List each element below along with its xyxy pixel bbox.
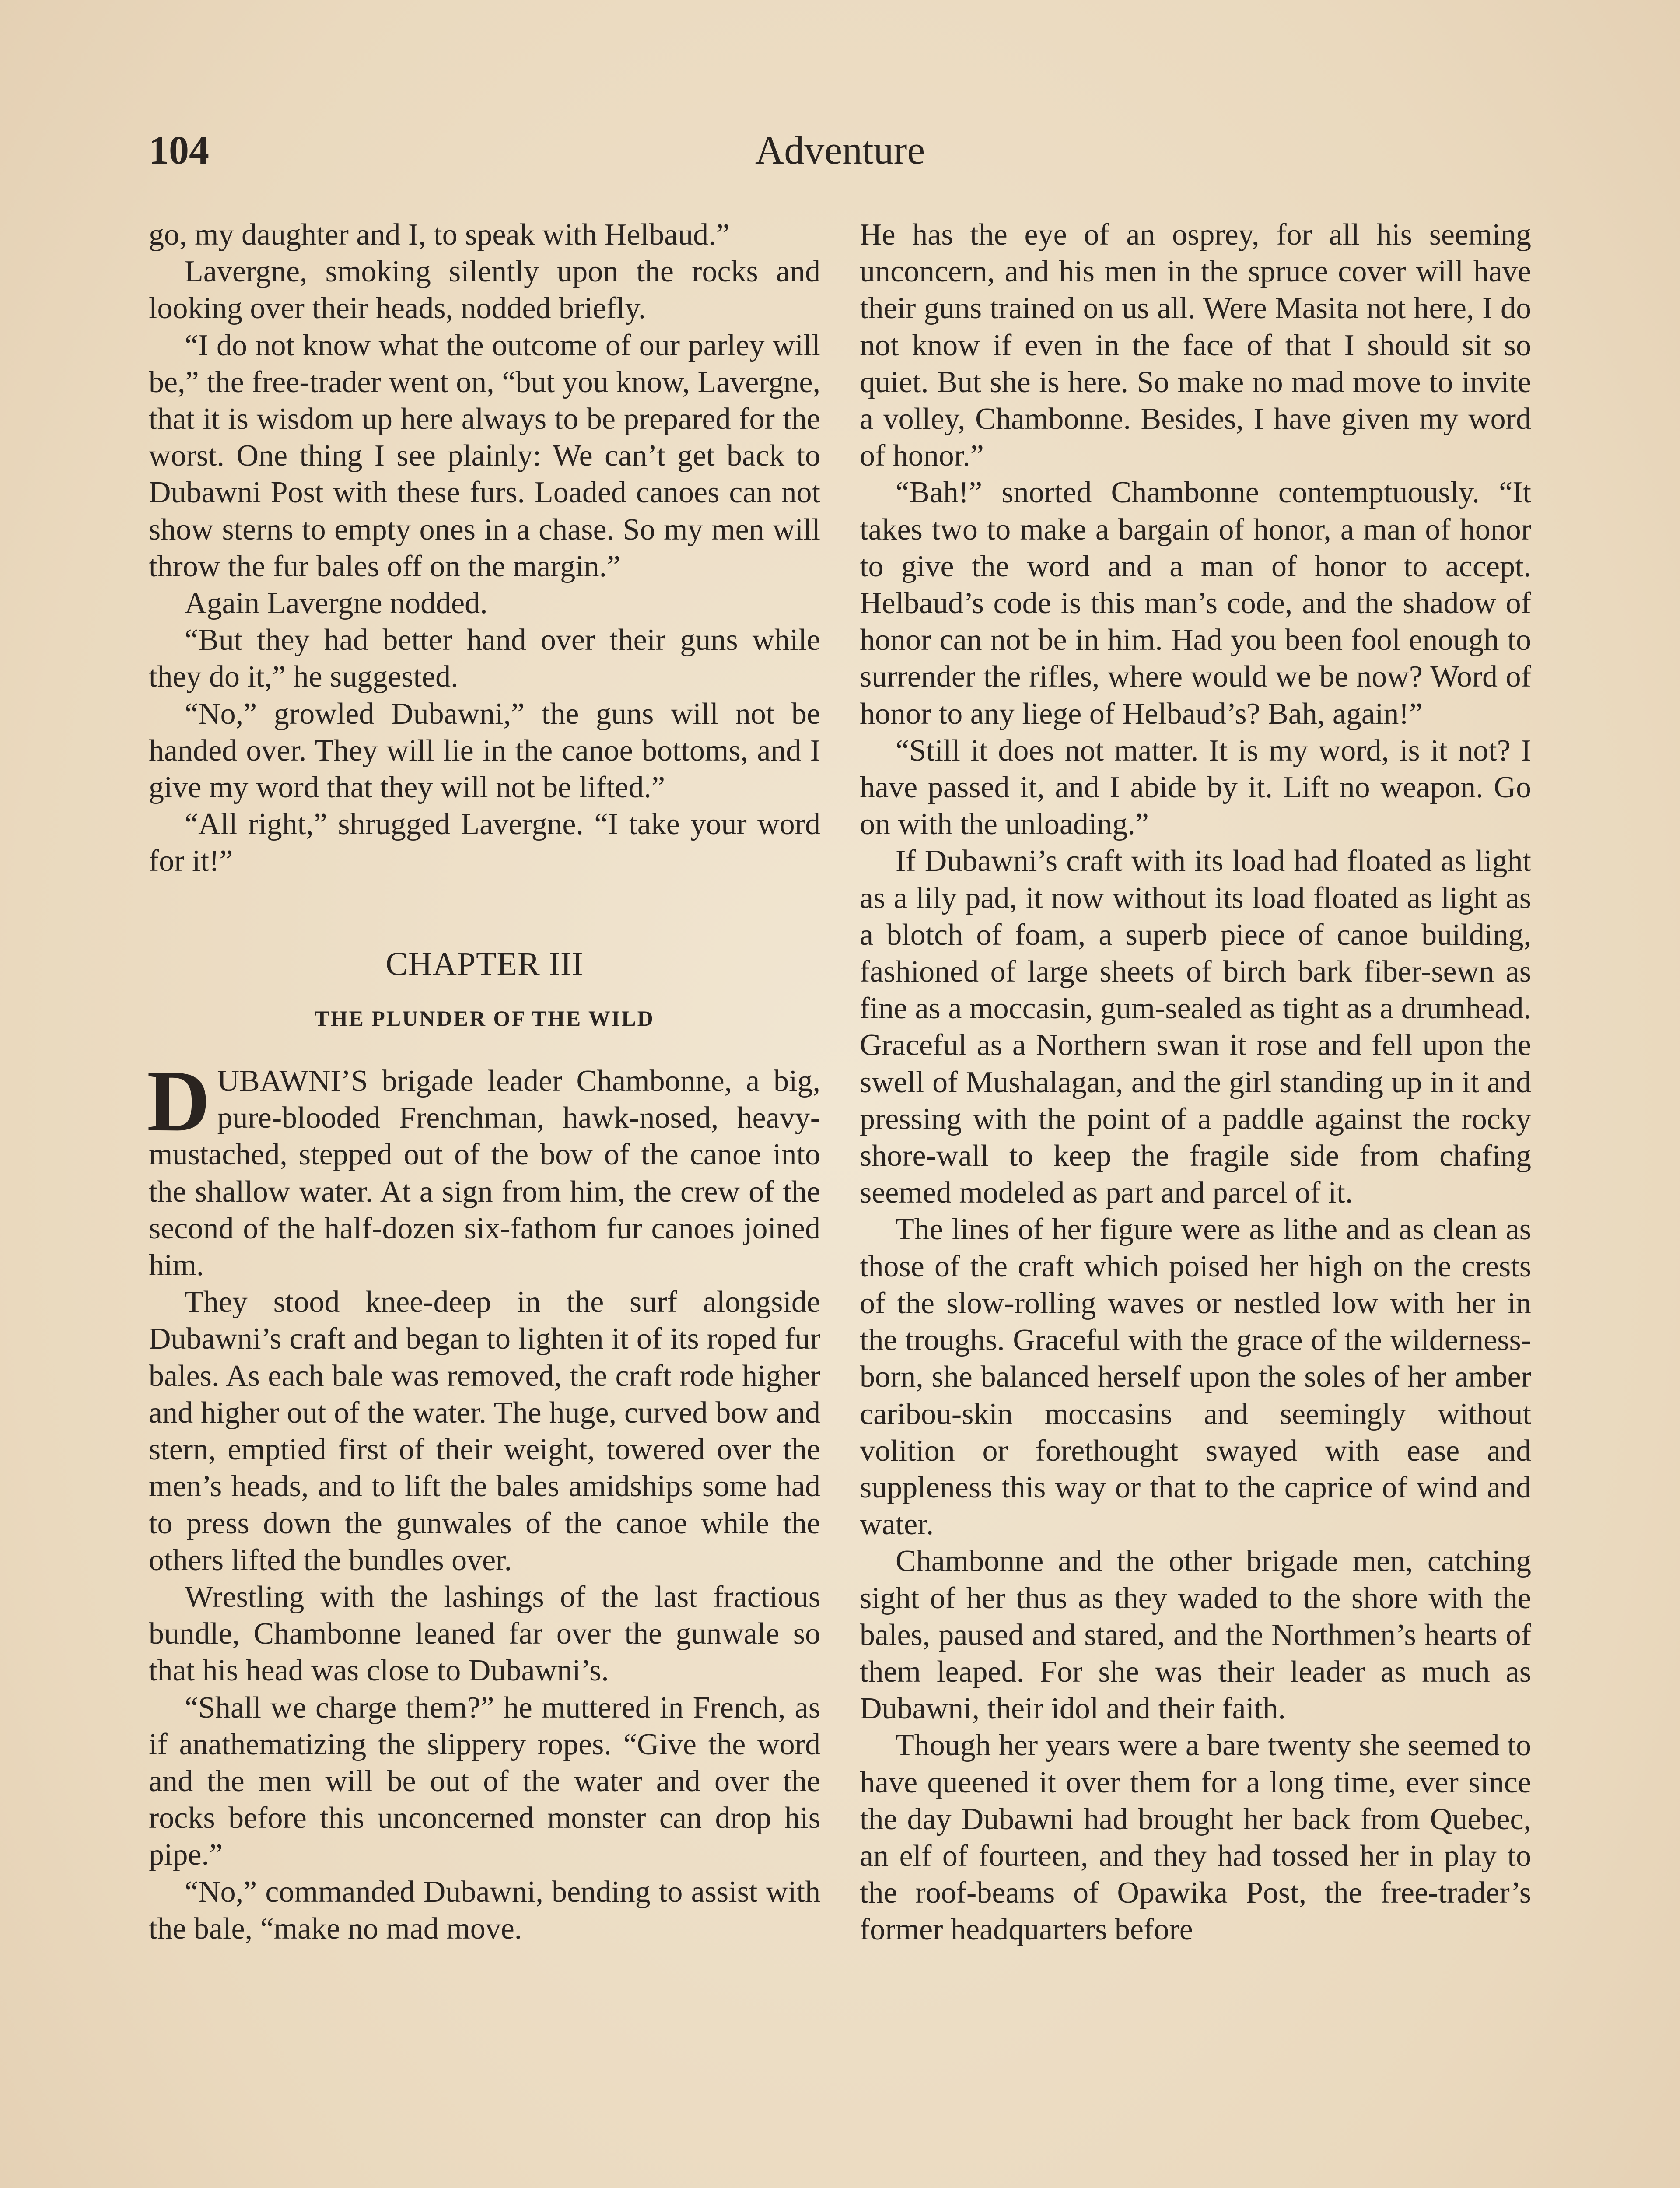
running-head <box>149 127 1531 188</box>
paragraph: “Still it does not matter. It is my word, is it not? I have passed it, and I abide by it. Lift no weapon. Go on with the unloading.” <box>860 733 1531 842</box>
paragraph: Chambonne and the other brigade men, catching sight of her thus as they waded to the shore with the bales, paused and stared, and the Northmen’s hearts of them leaped. For she was their leader as much as Dubawni, their idol and their faith. <box>860 1544 1531 1726</box>
paragraph: “No,” growled Dubawni,” the guns will not be handed over. They will lie in the canoe bottoms, and I give my word that they will not be lifted.” <box>149 697 820 805</box>
paragraph: “I do not know what the outcome of our parley will be,” the free-trader went on, “but you know, Lavergne, that it is wisdom up here always to be prepared for the worst. One thing I see plainly: We can’t get back to Dubawni Post with these furs. Loaded canoes can not show sterns to empty ones in a chase. So my men will throw the fur bales off on the margin.” <box>149 328 820 583</box>
paragraph: “But they had better hand over their guns while they do it,” he suggested. <box>149 623 820 694</box>
paragraph: Lavergne, smoking silently upon the rocks and looking over their heads, nodded briefly. <box>149 255 820 326</box>
chapter-subtitle: THE PLUNDER OF THE WILD <box>315 1006 654 1031</box>
right-column <box>860 217 1531 1949</box>
paragraph: “Bah!” snorted Chambonne contemptuously. “It takes two to make a bargain of honor, a man of honor to give the word and a man of honor to accept. Helbaud’s code is this man’s code, and the shadow of honor can not be in him. Had you been fool enough to surrender the rifles, where would we be now? Word of honor to any liege of Helbaud’s? Bah, again!” <box>860 476 1531 731</box>
chapter-first-paragraph <box>147 1053 820 1284</box>
first-paragraph-text: UBAWNI’S brigade leader Chambonne, a big, pure-blooded Frenchman, hawk-nosed, heavy-mustached, stepped out of the bow of the canoe into the shallow water. At a sign from him, the crew of the second of the half-dozen six-fathom fur canoes joined him. <box>149 1064 820 1283</box>
paragraph: Wrestling with the lashings of the last fractious bundle, Chambonne leaned far over the gunwale so that his head was close to Dubawni’s. <box>149 1580 820 1688</box>
paragraph: Again Lavergne nodded. <box>185 586 488 621</box>
page-number: 104 <box>149 128 209 172</box>
paragraph: go, my daughter and I, to speak with Helbaud.” <box>149 218 730 252</box>
paragraph: “No,” commanded Dubawni, bending to assist with the bale, “make no mad move. <box>149 1875 820 1946</box>
left-paragraphs-before-chapter <box>149 217 820 880</box>
paragraph: “All right,” shrugged Lavergne. “I take your word for it!” <box>149 807 820 878</box>
paragraph: They stood knee-deep in the surf alongside Dubawni’s craft and began to lighten it of its roped fur bales. As each bale was removed, the craft rode higher and higher out of the water. The huge, curved bow and stern, emptied first of their weight, towered over the men’s heads, and to lift the bales amidships some had to press down the gunwales of the canoe while the others lifted the bundles over. <box>149 1285 820 1577</box>
paragraph: “Shall we charge them?” he muttered in French, as if anathematizing the slippery ropes. “Give the word and the men will be out of the water and over the rocks before this unconcerned monster can drop his pipe.” <box>149 1690 820 1872</box>
magazine-title: Adventure <box>755 128 925 172</box>
chapter-title: CHAPTER III <box>385 945 584 982</box>
paragraph: Though her years were a bare twenty she seemed to have queened it over them for a long time, ever since the day Dubawni had brought her back from Quebec, an elf of fourteen, and they had tossed her in play to the roof-beams of Opawika Post, the free-trader’s former headquarters before <box>860 1729 1531 1947</box>
paragraph: He has the eye of an osprey, for all his seeming unconcern, and his men in the spruce cover will have their guns trained on us all. Were Masita not here, I do not know if even in the face of that I should sit so quiet. But she is here. So make no mad move to invite a volley, Chambonne. Besides, I have given my word of honor.” <box>860 218 1531 473</box>
left-column <box>149 217 820 1947</box>
paragraph: If Dubawni’s craft with its load had floated as light as a lily pad, it now without its load floated as light as a blotch of foam, a superb piece of canoe building, fashioned of large sheets of birch bark fiber-sewn as fine as a moccasin, gum-sealed as tight as a drumhead. Graceful as a Northern swan it rose and fell upon the swell of Mushalagan, and the girl standing up in it and pressing with the point of a paddle against the rocky shore-wall to keep the fragile side from chafing seemed modeled as part and parcel of it. <box>860 844 1531 1210</box>
left-paragraphs-after-chapter <box>149 1284 820 1947</box>
paragraph: The lines of her figure were as lithe and as clean as those of the craft which poised her high on the crests of the slow-rolling waves or nestled low with her in the troughs. Graceful with the grace of the wilderness-born, she balanced herself upon the soles of her amber caribou-skin moccasins and seemingly without volition or forethought swayed with ease and suppleness this way or that to the caprice of wind and water. <box>860 1213 1531 1542</box>
drop-cap: D <box>147 1053 210 1150</box>
